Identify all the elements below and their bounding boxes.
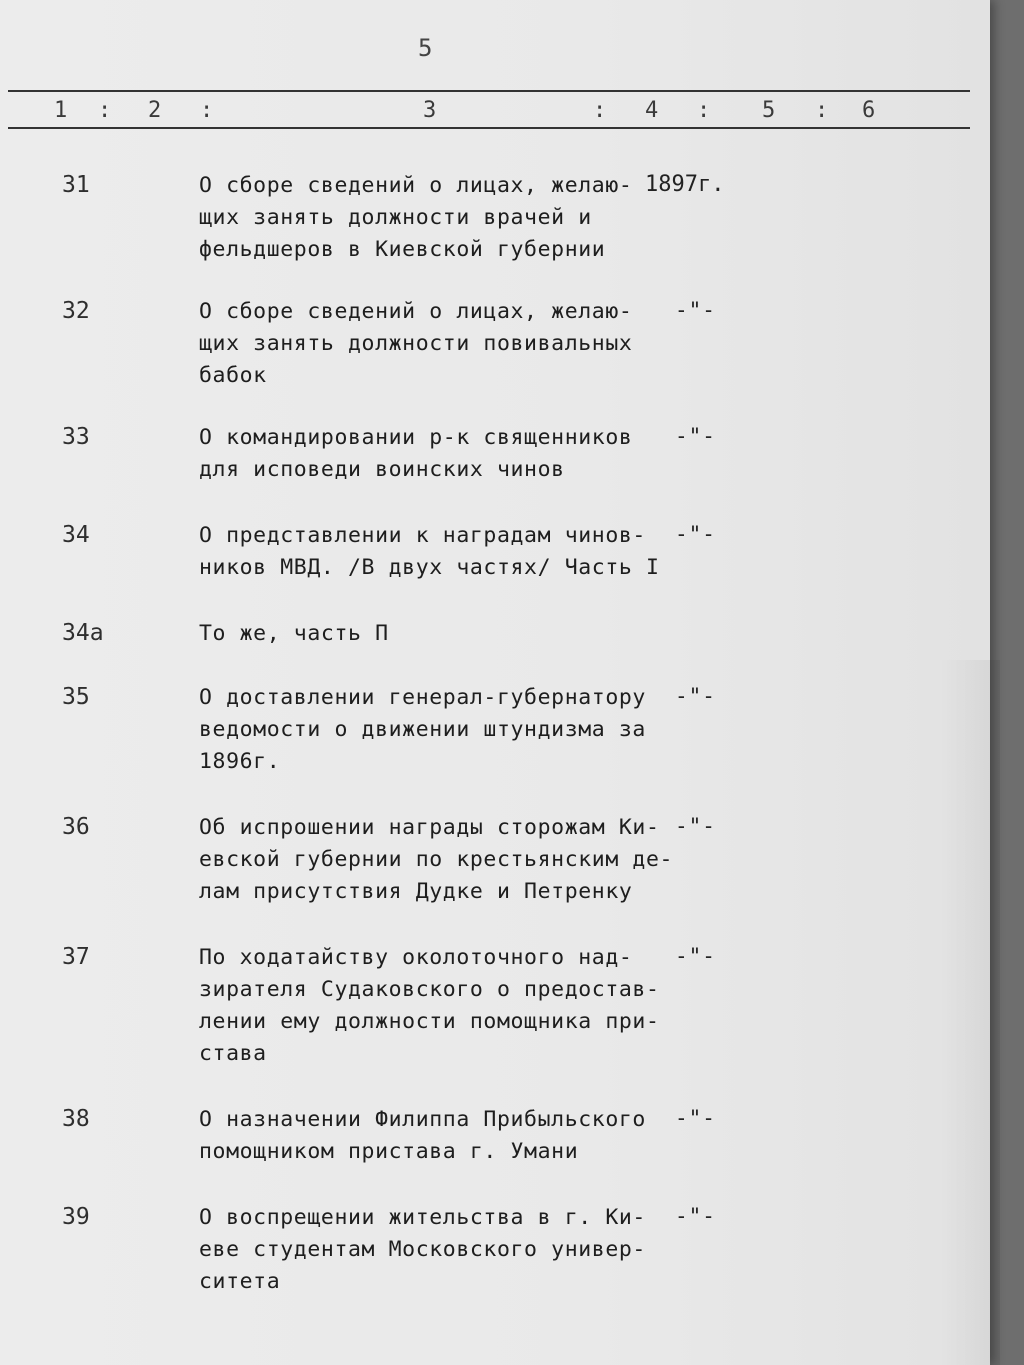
item-title-line: О сборе сведений о лицах, желаю- [199, 299, 633, 324]
page-number: 5 [418, 34, 433, 62]
item-title-line: щих занять должности повивальных [199, 331, 633, 356]
item-title [199, 296, 669, 392]
item-title-line: О представлении к наградам чинов- [199, 523, 646, 548]
item-number: 34а [62, 620, 104, 646]
column-header-4: 4 [645, 98, 659, 123]
column-header-6: 6 [862, 98, 876, 123]
item-number: 33 [62, 424, 90, 450]
column-header-3: 3 [423, 98, 437, 123]
column-header-1: 1 [54, 98, 68, 123]
item-title [199, 942, 669, 1070]
item-title-line: лении ему должности помощника при- [199, 1009, 660, 1034]
item-title-line: зирателя Судаковского о предостав- [199, 977, 660, 1002]
item-date-ditto: -"- [675, 944, 716, 968]
item-title-line: еве студентам Московского универ- [199, 1237, 646, 1262]
item-number: 34 [62, 522, 90, 548]
item-title [199, 170, 669, 266]
item-title-line: бабок [199, 363, 267, 388]
item-date-ditto: -"- [675, 1106, 716, 1130]
item-number: 32 [62, 298, 90, 324]
item-title [199, 1104, 669, 1168]
item-title-line: евской губернии по крестьянским де- [199, 847, 674, 872]
item-number: 36 [62, 814, 90, 840]
item-title-line: То же, часть П [199, 621, 389, 646]
item-number: 38 [62, 1106, 90, 1132]
item-title [199, 520, 669, 584]
item-date-ditto: -"- [675, 814, 716, 838]
item-title-line: для исповеди воинских чинов [199, 457, 565, 482]
item-title-line: лам присутствия Дудке и Петренку [199, 879, 633, 904]
column-header-5: 5 [762, 98, 776, 123]
item-date-ditto: -"- [675, 1204, 716, 1228]
item-title-line: щих занять должности врачей и [199, 205, 592, 230]
item-title-line: О командировании р-к священников [199, 425, 633, 450]
column-header-separator: : [593, 98, 607, 123]
item-title-line: фельдшеров в Киевской губернии [199, 237, 606, 262]
item-title-line: ведомости о движении штундизма за [199, 717, 646, 742]
item-title [199, 812, 674, 908]
item-date-ditto: -"- [675, 684, 716, 708]
item-title [199, 1202, 669, 1298]
column-header-separator: : [697, 98, 711, 123]
item-title-line: 1896г. [199, 749, 281, 774]
column-header-2: 2 [148, 98, 162, 123]
column-header-separator: : [815, 98, 829, 123]
column-header-separator: : [98, 98, 112, 123]
item-title-line: О назначении Филиппа Прибыльского [199, 1107, 646, 1132]
column-header-separator: : [200, 98, 214, 123]
item-number: 31 [62, 172, 90, 198]
item-title [199, 422, 669, 486]
item-title [199, 618, 669, 650]
item-title-line: По ходатайству околоточного над- [199, 945, 633, 970]
item-title-line: Об испрошении награды сторожам Ки- [199, 815, 660, 840]
item-title [199, 682, 669, 778]
item-date: 1897г. [645, 172, 725, 197]
item-title-line: ситета [199, 1269, 281, 1294]
item-title-line: О воспрещении жительства в г. Ки- [199, 1205, 646, 1230]
item-title-line: става [199, 1041, 267, 1066]
item-number: 35 [62, 684, 90, 710]
item-title-line: О сборе сведений о лицах, желаю- [199, 173, 633, 198]
item-date-ditto: -"- [675, 424, 716, 448]
item-date-ditto: -"- [675, 298, 716, 322]
item-title-line: помощником пристава г. Умани [199, 1139, 579, 1164]
item-date-ditto: -"- [675, 522, 716, 546]
item-number: 39 [62, 1204, 90, 1230]
item-title-line: ников МВД. /В двух частях/ Часть I [199, 555, 660, 580]
item-number: 37 [62, 944, 90, 970]
item-title-line: О доставлении генерал-губернатору [199, 685, 646, 710]
